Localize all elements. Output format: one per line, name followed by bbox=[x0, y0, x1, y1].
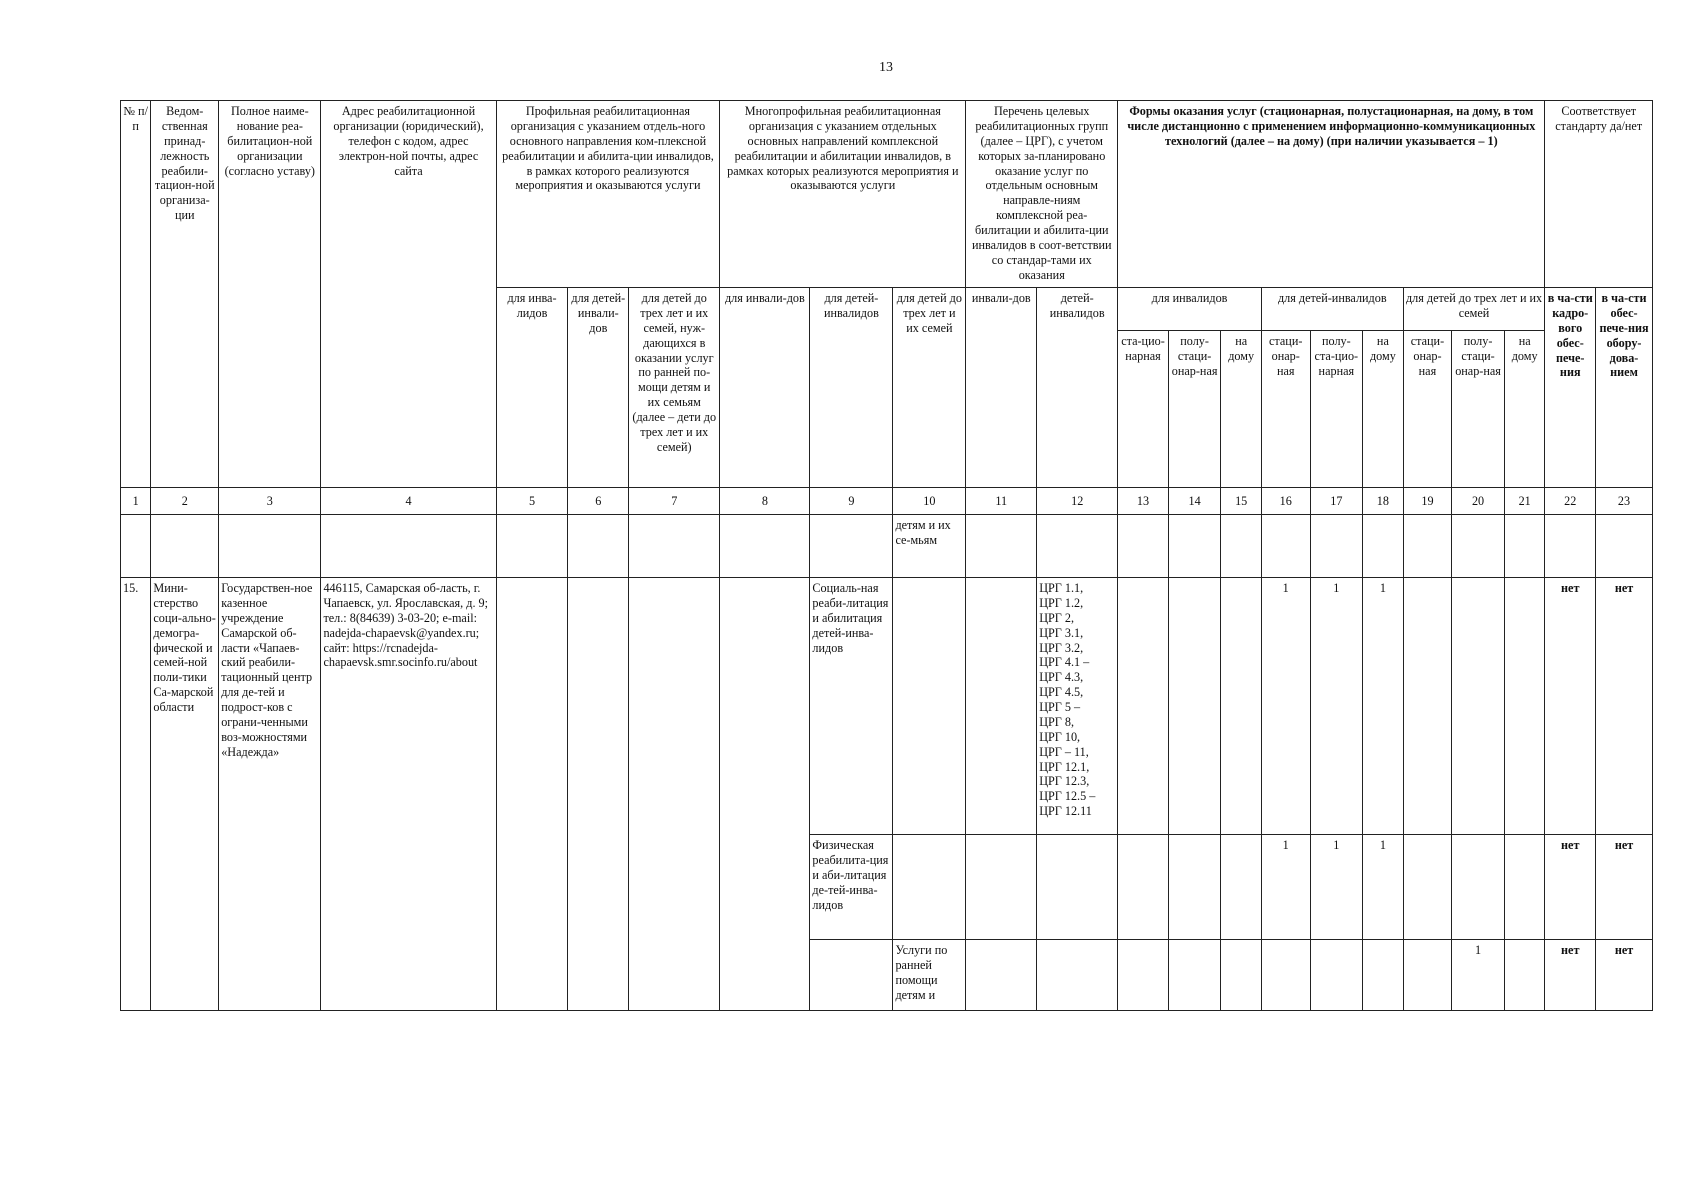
target-groups-list: ЦРГ 1.1, ЦРГ 1.2, ЦРГ 2, ЦРГ 3.1, ЦРГ 3.2, ЦРГ 4.1 – ЦРГ 4.3, ЦРГ 4.5, ЦРГ 5 – ЦРГ 8, ЦРГ 10, ЦРГ – 11, ЦРГ 12.1, ЦРГ 12.3, ЦРГ 12.5 – ЦРГ 12.11 bbox=[1037, 578, 1118, 835]
table-cell bbox=[1168, 940, 1221, 1011]
children-semistationary-value bbox=[1310, 940, 1363, 1011]
column-number: 20 bbox=[1452, 488, 1505, 515]
table-cell bbox=[1118, 940, 1169, 1011]
header-under3-home: на дому bbox=[1504, 331, 1545, 488]
column-number: 12 bbox=[1037, 488, 1118, 515]
header-children-stationary: стаци-онар-ная bbox=[1261, 331, 1310, 488]
table-cell bbox=[496, 515, 568, 578]
continuation-row bbox=[121, 515, 1653, 578]
children-home-value: 1 bbox=[1363, 578, 1403, 835]
header-profile-org: Профильная реабилитационная организация с указанием отдель-ного основного направления ком-плексной реабилитации и абилита-ции инвалидов, в рамках которого реализуются мероприятия и оказываются услуги bbox=[496, 101, 720, 288]
header-multi-invalid: для инвали-дов bbox=[720, 288, 810, 488]
header-standard-equipment: в ча-сти обес-пече-ния обору-дова-нием bbox=[1596, 288, 1653, 488]
table-cell bbox=[1403, 515, 1452, 578]
column-number: 17 bbox=[1310, 488, 1363, 515]
table-cell bbox=[1504, 940, 1545, 1011]
under3-semistationary-value bbox=[1452, 835, 1505, 940]
direction-early-help: Услуги по ранней помощи детям и bbox=[893, 940, 966, 1011]
table-cell bbox=[1221, 835, 1261, 940]
direction-social-rehab: Социаль-ная реаби-литация и абилитация детей-инва-лидов bbox=[810, 578, 893, 835]
header-target-children: детей-инвалидов bbox=[1037, 288, 1118, 488]
record-organization: Государствен-ное казенное учреждение Самарской об-ласти «Чапаев-ский реабили-тационный центр для де-тей и подрост-ков с ограни-ченными воз-можностями «Надежда» bbox=[219, 578, 321, 1011]
column-number: 7 bbox=[629, 488, 720, 515]
column-number: 2 bbox=[151, 488, 219, 515]
header-children-home: на дому bbox=[1363, 331, 1403, 488]
column-number: 18 bbox=[1363, 488, 1403, 515]
column-number: 11 bbox=[966, 488, 1037, 515]
header-children-semistationary: полу-ста-цио-нарная bbox=[1310, 331, 1363, 488]
column-number: 22 bbox=[1545, 488, 1596, 515]
children-semistationary-value: 1 bbox=[1310, 578, 1363, 835]
header-profile-under3: для детей до трех лет и их семей, нуж-дающихся в оказании услуг по ранней по-мощи детям и их семьям (далее – дети до трех лет и их семей) bbox=[629, 288, 720, 488]
column-number: 23 bbox=[1596, 488, 1653, 515]
header-under3-semistationary: полу-стаци-онар-ная bbox=[1452, 331, 1505, 488]
standard-staff-value: нет bbox=[1545, 835, 1596, 940]
column-number: 6 bbox=[568, 488, 629, 515]
table-cell bbox=[1168, 515, 1221, 578]
children-stationary-value bbox=[1261, 940, 1310, 1011]
table-cell bbox=[810, 940, 893, 1011]
children-stationary-value: 1 bbox=[1261, 578, 1310, 835]
table-cell bbox=[1118, 515, 1169, 578]
header-multi-org: Многопрофильная реабилитационная организация с указанием отдельных основных направлений комплексной реабилитации и абилитации инвалидов, в рамках которых реализуются мероприятия и оказываются услуги bbox=[720, 101, 966, 288]
table-cell bbox=[629, 515, 720, 578]
header-ministry: Ведом-ственная принад-лежность реабили-тацион-ной организа-ции bbox=[151, 101, 219, 488]
table-cell bbox=[121, 515, 151, 578]
column-number: 8 bbox=[720, 488, 810, 515]
header-row-1 bbox=[121, 101, 1653, 288]
table-cell bbox=[1221, 940, 1261, 1011]
column-number: 3 bbox=[219, 488, 321, 515]
standard-staff-value: нет bbox=[1545, 578, 1596, 835]
table-cell bbox=[1403, 835, 1452, 940]
header-org-name: Полное наиме-нование реа-билитацион-ной организации (согласно уставу) bbox=[219, 101, 321, 488]
column-number: 13 bbox=[1118, 488, 1169, 515]
table-cell bbox=[1545, 515, 1596, 578]
table-cell bbox=[966, 835, 1037, 940]
column-number: 19 bbox=[1403, 488, 1452, 515]
table-cell bbox=[1037, 940, 1118, 1011]
header-invalid-semistationary: полу-стаци-онар-ная bbox=[1168, 331, 1221, 488]
header-profile-invalid: для инва-лидов bbox=[496, 288, 568, 488]
rehab-organizations-table bbox=[120, 100, 1653, 1011]
standard-equipment-value: нет bbox=[1596, 940, 1653, 1011]
children-stationary-value: 1 bbox=[1261, 835, 1310, 940]
header-profile-children: для детей-инвали-дов bbox=[568, 288, 629, 488]
column-number: 10 bbox=[893, 488, 966, 515]
column-number: 21 bbox=[1504, 488, 1545, 515]
table-cell bbox=[1363, 515, 1403, 578]
standard-equipment-value: нет bbox=[1596, 578, 1653, 835]
column-number: 4 bbox=[321, 488, 496, 515]
table-cell bbox=[151, 515, 219, 578]
table-cell bbox=[1221, 578, 1261, 835]
table-cell bbox=[1118, 835, 1169, 940]
table-cell bbox=[1504, 578, 1545, 835]
header-invalid-home: на дому bbox=[1221, 331, 1261, 488]
direction-physical-rehab: Физическая реабилита-ция и аби-литация де-тей-инва-лидов bbox=[810, 835, 893, 940]
table-cell bbox=[1452, 515, 1505, 578]
header-standard: Соответствует стандарту да/нет bbox=[1545, 101, 1653, 288]
table-cell bbox=[321, 515, 496, 578]
column-number: 15 bbox=[1221, 488, 1261, 515]
header-forms-invalid: для инвалидов bbox=[1118, 288, 1262, 331]
children-home-value bbox=[1363, 940, 1403, 1011]
table-cell bbox=[966, 515, 1037, 578]
table-cell bbox=[966, 578, 1037, 835]
header-target-groups: Перечень целевых реабилитационных групп (далее – ЦРГ), с учетом которых за-планировано оказание услуг по отдельным основным направле-ниям комплексной реа-билитации и абилита-ции инвалидов в соот-ветствии со стандар-тами их оказания bbox=[966, 101, 1118, 288]
header-service-forms: Формы оказания услуг (стационарная, полустационарная, на дому, в том числе дистанционно с применением информационно-коммуникационных технологий (далее – на дому) (при наличии указывается – 1) bbox=[1118, 101, 1545, 288]
table-cell bbox=[568, 515, 629, 578]
table-cell bbox=[1504, 835, 1545, 940]
table-cell bbox=[1168, 835, 1221, 940]
column-number: 16 bbox=[1261, 488, 1310, 515]
continuation-under3-services: детям и их се-мьям bbox=[893, 515, 966, 578]
record-ministry: Мини-стерство соци-ально-демогра-фической и семей-ной поли-тики Са-марской области bbox=[151, 578, 219, 1011]
table-cell bbox=[1168, 578, 1221, 835]
table-cell bbox=[1118, 578, 1169, 835]
header-address: Адрес реабилитационной организации (юридический), телефон с кодом, адрес электрон-ной почты, адрес сайта bbox=[321, 101, 496, 488]
table-cell bbox=[720, 578, 810, 1011]
header-invalid-stationary: ста-цио-нарная bbox=[1118, 331, 1169, 488]
header-forms-under3: для детей до трех лет и их семей bbox=[1403, 288, 1545, 331]
page-number: 13 bbox=[879, 60, 893, 75]
table-cell bbox=[893, 578, 966, 835]
table-cell bbox=[1403, 940, 1452, 1011]
header-target-invalid: инвали-дов bbox=[966, 288, 1037, 488]
column-number: 14 bbox=[1168, 488, 1221, 515]
header-multi-children: для детей-инвалидов bbox=[810, 288, 893, 488]
header-standard-staff: в ча-сти кадро-вого обес-пече-ния bbox=[1545, 288, 1596, 488]
under3-semistationary-value bbox=[1452, 578, 1505, 835]
table-cell bbox=[720, 515, 810, 578]
record-number: 15. bbox=[121, 578, 151, 1011]
standard-staff-value: нет bbox=[1545, 940, 1596, 1011]
table-cell bbox=[1310, 515, 1363, 578]
table-cell bbox=[1037, 835, 1118, 940]
table-cell bbox=[810, 515, 893, 578]
column-number: 1 bbox=[121, 488, 151, 515]
standard-equipment-value: нет bbox=[1596, 835, 1653, 940]
table-cell bbox=[1596, 515, 1653, 578]
table-cell bbox=[568, 578, 629, 1011]
table-cell bbox=[496, 578, 568, 1011]
table-cell bbox=[219, 515, 321, 578]
table-cell bbox=[966, 940, 1037, 1011]
table-cell bbox=[629, 578, 720, 1011]
table-cell bbox=[893, 835, 966, 940]
header-under3-stationary: стаци-онар-ная bbox=[1403, 331, 1452, 488]
table-cell bbox=[1261, 515, 1310, 578]
record-address: 446115, Самарская об-ласть, г. Чапаевск, ул. Ярославская, д. 9; тел.: 8(84639) 3-03-20; e-mail: nadejda-chapaevsk@yandex.ru; сайт: https://rcnadejda-chapaevsk.smr.socinfo.ru/about bbox=[321, 578, 496, 1011]
column-number: 9 bbox=[810, 488, 893, 515]
column-number: 5 bbox=[496, 488, 568, 515]
table-cell bbox=[1037, 515, 1118, 578]
header-forms-children: для детей-инвалидов bbox=[1261, 288, 1403, 331]
header-multi-under3: для детей до трех лет и их семей bbox=[893, 288, 966, 488]
record-row bbox=[121, 578, 1653, 835]
header-number: № п/п bbox=[121, 101, 151, 488]
table-cell bbox=[1403, 578, 1452, 835]
table-cell bbox=[1504, 515, 1545, 578]
under3-semistationary-value: 1 bbox=[1452, 940, 1505, 1011]
children-semistationary-value: 1 bbox=[1310, 835, 1363, 940]
table-cell bbox=[1221, 515, 1261, 578]
column-number-row bbox=[121, 488, 1653, 515]
children-home-value: 1 bbox=[1363, 835, 1403, 940]
